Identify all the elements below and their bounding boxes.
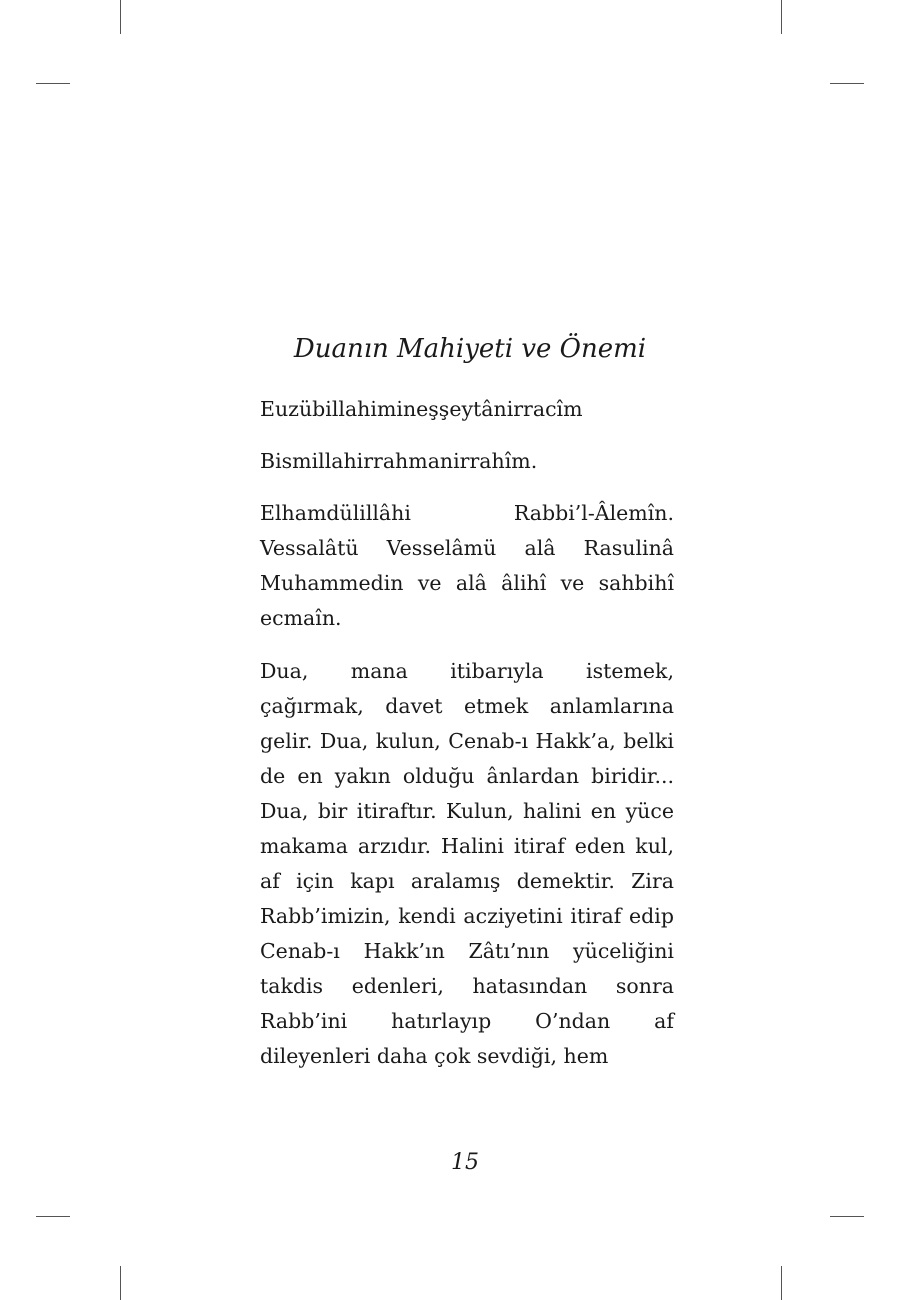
crop-mark-top-right-horizontal: [830, 83, 864, 84]
crop-mark-top-right-vertical: [781, 0, 782, 34]
crop-mark-top-left-vertical: [120, 0, 121, 34]
body-text: [260, 392, 674, 1092]
crop-mark-bottom-left-horizontal: [36, 1216, 70, 1217]
chapter-title: Duanın Mahiyeti ve Önemi: [293, 334, 647, 364]
crop-mark-top-left-horizontal: [36, 83, 70, 84]
crop-mark-bottom-left-vertical: [120, 1266, 121, 1300]
paragraph-hamdele: Elhamdülillâhi Rabbi’l-Âlemîn. Vessalâtü Vesselâmü alâ Rasulinâ Muhammedin ve alâ âlihî ve sahbihî ecmaîn.: [260, 501, 674, 630]
crop-mark-bottom-right-horizontal: [830, 1216, 864, 1217]
paragraph-euzubillah: Euzübillahimineşşeytânirracîm: [260, 397, 583, 421]
paragraph-besmele: Bismillahirrahmanirrahîm.: [260, 449, 538, 473]
crop-mark-bottom-right-vertical: [781, 1266, 782, 1300]
page-number: 15: [451, 1150, 479, 1175]
paragraph-dua-definition: Dua, mana itibarıyla istemek, çağırmak, davet etmek anlamlarına gelir. Dua, kulun, Cenab-ı Hakk’a, belki de en yakın olduğu ânlardan biridir... Dua, bir itiraftır. Kulun, halini en yüce makama arzıdır. Halini itiraf eden kul, af için kapı aralamış demektir. Zira Rabb’imizin, kendi acziyetini itiraf edip Cenab-ı Hakk’ın Zâtı’nın yüceliğini takdis edenleri, hatasından sonra Rabb’ini hatırlayıp O’ndan af dileyenleri daha çok sevdiği, hem: [260, 659, 674, 1068]
